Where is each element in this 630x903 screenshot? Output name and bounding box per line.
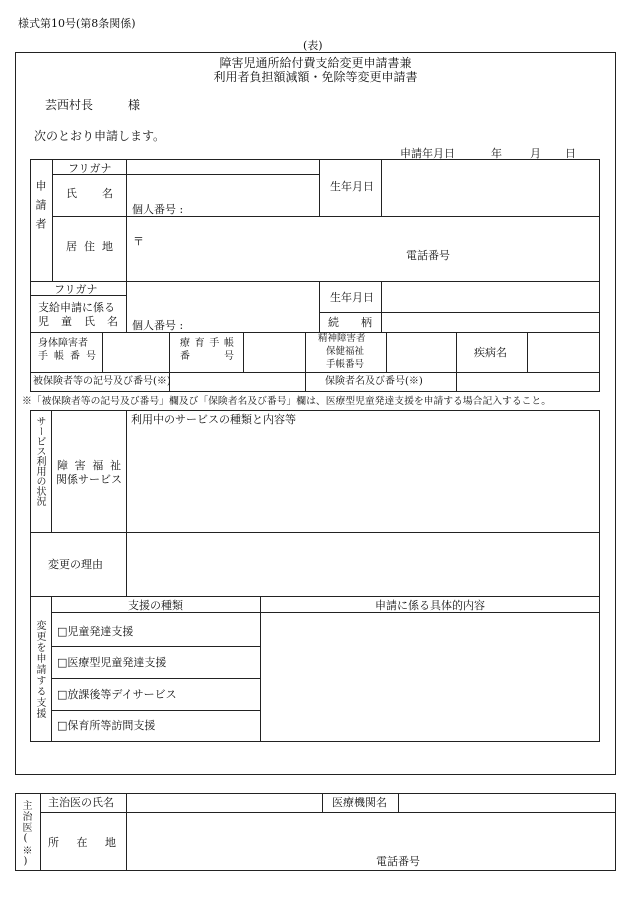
insured-number-label: 被保険者等の記号及び番号(※)	[33, 376, 171, 387]
addressee-name: 芸西村長	[45, 98, 94, 112]
title-line2: 利用者負担額減額・免除等変更申請書	[213, 70, 418, 84]
ryoiku-cert-line2: 番号	[180, 351, 234, 362]
child-name-line1: 支給申請に係る	[38, 301, 115, 314]
physical-cert-line2: 手帳番号	[38, 351, 96, 362]
postal-mark: 〒	[133, 235, 144, 248]
applicant-address-label: 居住地	[66, 240, 113, 253]
date-day: 日	[565, 147, 576, 160]
support-option-4[interactable]: □保育所等訪問支援	[57, 719, 156, 732]
child-name-line2: 児童氏名	[38, 315, 118, 328]
support-change-section-label: 変更を申請する支援	[34, 620, 45, 719]
support-content-header: 申請に係る具体的内容	[375, 599, 485, 612]
medical-institution-label: 医療機関名	[332, 796, 387, 809]
intro-text: 次のとおり申請します。	[34, 129, 166, 143]
support-option-3[interactable]: □放課後等デイサービス	[57, 688, 177, 701]
applicant-phone-label: 電話番号	[406, 249, 450, 262]
child-birthdate-label: 生年月日	[330, 291, 374, 304]
child-furigana-label: フリガナ	[54, 283, 98, 296]
child-personal-number: 個人番号 :	[132, 319, 184, 332]
service-category-line1: 障害福祉	[57, 459, 121, 472]
doctor-name-label: 主治医の氏名	[48, 796, 114, 809]
mental-cert-line3: 手帳番号	[326, 359, 365, 370]
doctor-section-label: 主治医(※)	[20, 800, 31, 868]
insurance-note: ※「被保険者等の記号及び番号」欄及び「保険者名及び番号」欄は、医療型児童発達支援を申請する場合記入すること。	[22, 396, 552, 407]
disease-label: 疾病名	[474, 346, 507, 359]
ryoiku-cert-line1: 療育手帳	[180, 338, 234, 349]
service-content-label: 利用中のサービスの種類と内容等	[131, 413, 296, 426]
applicant-section-label: 申請者	[34, 180, 47, 237]
mental-cert-line2: 保健福祉	[326, 346, 365, 357]
applicant-furigana-label: フリガナ	[68, 162, 112, 175]
doctor-phone-label: 電話番号	[376, 855, 420, 868]
addressee-honorific: 様	[128, 98, 141, 112]
service-category-line2: 関係サービス	[56, 473, 122, 486]
applicant-birthdate-label: 生年月日	[330, 180, 374, 193]
side-label: (表)	[303, 39, 323, 52]
title-line1: 障害児通所給付費支給変更申請書兼	[219, 56, 412, 70]
applicant-table	[30, 159, 600, 392]
date-year: 年	[491, 147, 502, 160]
mental-cert-line1: 精神障害者	[318, 333, 366, 344]
form-number: 様式第10号(第8条関係)	[18, 17, 136, 30]
support-option-2[interactable]: □医療型児童発達支援	[57, 656, 167, 669]
insurer-label: 保険者名及び番号(※)	[325, 376, 423, 387]
support-option-1[interactable]: □児童発達支援	[57, 625, 134, 638]
child-relationship-label: 続柄	[328, 316, 372, 329]
applicant-personal-number: 個人番号 :	[132, 203, 184, 216]
application-date-label: 申請年月日	[400, 147, 455, 160]
doctor-address-label: 所在地	[48, 836, 116, 849]
applicant-name-label: 氏名	[66, 187, 113, 200]
change-reason-label: 変更の理由	[48, 558, 103, 571]
date-month: 月	[530, 147, 541, 160]
physical-cert-line1: 身体障害者	[38, 338, 88, 349]
support-type-header: 支援の種類	[128, 599, 183, 612]
service-usage-section-label: サービス利用の状況	[34, 416, 45, 506]
